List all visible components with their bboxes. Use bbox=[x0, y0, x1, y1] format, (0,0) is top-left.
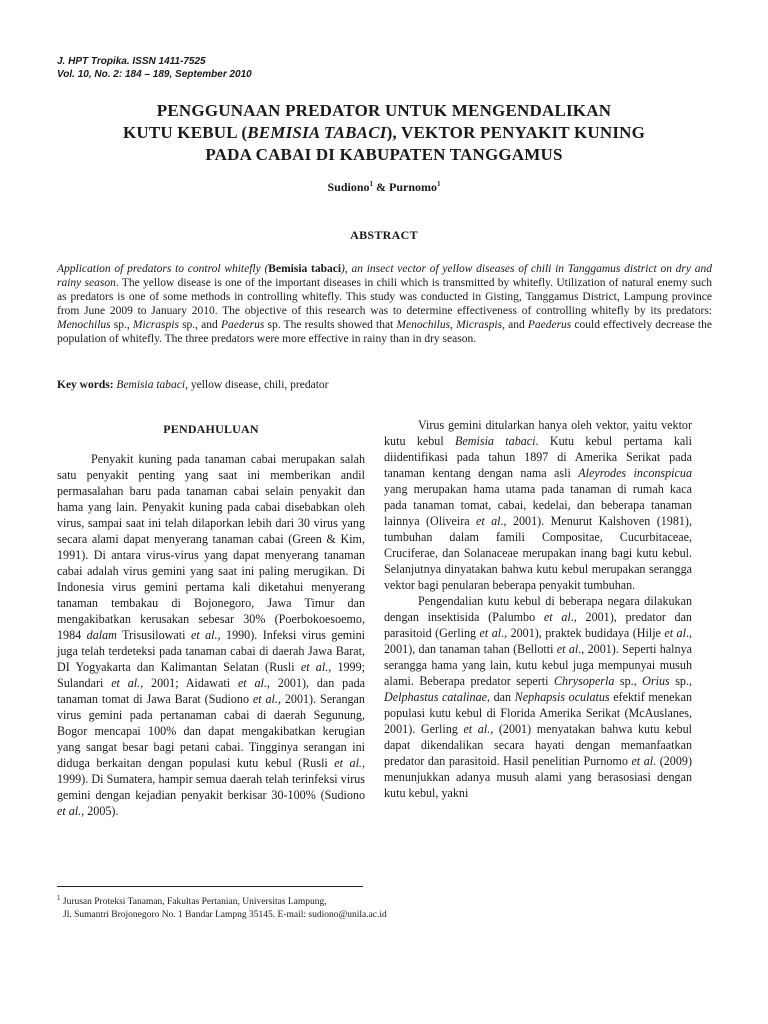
footnote-rule bbox=[57, 886, 363, 887]
text-run: 2005). bbox=[84, 804, 119, 818]
abstract-seg-6: sp., bbox=[110, 319, 133, 331]
text-run: Aleyrodes inconspicua bbox=[578, 466, 692, 480]
text-run: et al bbox=[556, 642, 579, 656]
text-run: et al., bbox=[237, 676, 270, 690]
abstract-seg-3: ), an insect vector of yellow diseases of chili in Tanggamus district on dry and rainy season bbox=[57, 263, 712, 289]
abstract-seg-11: Menochilus, Micraspis, bbox=[396, 319, 505, 331]
title-line-1: PENGGUNAAN PREDATOR UNTUK MENGENDALIKAN bbox=[156, 101, 612, 120]
footnote-affiliation: Jurusan Proteksi Tanaman, Fakultas Pertanian, Universitas Lampung, bbox=[60, 897, 327, 907]
text-run: et al bbox=[476, 514, 501, 528]
author-separator: & bbox=[373, 180, 390, 194]
text-run: et al bbox=[631, 754, 654, 768]
text-run: yang merupakan hama utama pada tanaman di rumah kaca pada tanaman tomat, cabai, kedelai, dan beberapa tanaman lainnya (Oliveira bbox=[384, 482, 692, 528]
author-2: Purnomo bbox=[389, 180, 438, 194]
title-species-name: BEMISIA TABACI bbox=[247, 123, 387, 142]
abstract-seg-1: Application of predators to control whitefly ( bbox=[57, 263, 269, 275]
text-run: sp., bbox=[669, 674, 693, 688]
author-2-affiliation-mark: 1 bbox=[437, 180, 441, 188]
abstract-seg-13: Paederus bbox=[527, 319, 572, 331]
text-run: , 2001; Aidawati bbox=[140, 676, 238, 690]
text-run: et al., bbox=[252, 692, 281, 706]
paper-title bbox=[70, 100, 698, 166]
text-run: et al. bbox=[334, 756, 362, 770]
title-line-2-start: KUTU KEBUL ( bbox=[122, 123, 248, 142]
section-heading-pendahuluan: PENDAHULUAN bbox=[163, 422, 259, 436]
footnote-line-2: Jl. Sumantri Brojonegoro No. 1 Bandar Lampng 35145. E-mail: sudiono@unila.ac.id bbox=[63, 910, 387, 920]
abstract-seg-4: . The yellow disease is one of the important diseases in chili which is transmitted by whitefly. Utilization of natural enemy such as predators is one of some methods in controlling whitefly. This study was conducted in Gisting, Tanggamus District, Lampung province from June 2009 to January 2010. The objective of this research was to determine effectiveness of controlling whitefly by its predators: bbox=[57, 277, 712, 317]
title-line-3: PADA CABAI DI KABUPATEN TANGGAMUS bbox=[205, 145, 563, 164]
text-run: . (2009) menunjukkan adanya musuh alami yang berasosiasi dengan kutu kebul, yakni bbox=[384, 754, 692, 800]
text-run: Orius bbox=[642, 674, 670, 688]
text-run: et al., bbox=[463, 722, 494, 736]
text-run: Virus gemini ditularkan hanya oleh vektor, yaitu vektor kutu kebul bbox=[384, 418, 692, 448]
text-run: et al bbox=[479, 626, 502, 640]
abstract-text bbox=[57, 262, 712, 346]
right-column bbox=[384, 417, 692, 801]
footnote-marker: 1 bbox=[57, 893, 61, 902]
right-paragraph-1 bbox=[384, 417, 692, 593]
text-run: Chrysoperla bbox=[553, 674, 615, 688]
text-run: (2001) menyatakan bahwa kutu kebul dapat dikendalikan secara hayati dengan memanfaatkan predator dan parasitoid. Hasil penelitian Purnomo bbox=[384, 722, 692, 768]
text-run: ., 2001). Seperti halnya serangga hama yang lain, kutu kebul juga mempunyai musuh alami. Beberapa predator seperti bbox=[384, 642, 692, 688]
journal-volume-line: Vol. 10, No. 2: 184 – 189, September 2010 bbox=[57, 69, 252, 80]
abstract-heading: ABSTRACT bbox=[350, 228, 418, 242]
text-run: . Kutu kebul pertama kali diidentifikasi pada tahun 1897 di Amerika Serikat pada tanaman kentang dengan nama asli bbox=[384, 434, 692, 480]
keyword-species: Bemisia tabaci bbox=[116, 379, 186, 391]
abstract-seg-5: Menochilus bbox=[57, 319, 111, 331]
text-run: et al., bbox=[57, 804, 85, 818]
author-1: Sudiono bbox=[327, 180, 370, 194]
author-list bbox=[0, 180, 768, 195]
abstract-seg-12: and bbox=[504, 319, 528, 331]
text-run: et al. bbox=[300, 660, 329, 674]
left-paragraph-1 bbox=[57, 451, 365, 819]
abstract-seg-9: Paederus bbox=[220, 319, 265, 331]
text-run: efektif menekan populasi kutu kebul di Florida Amerika Serikat (McAuslanes, 2001). Gerling bbox=[384, 690, 693, 736]
text-run: Penyakit kuning pada tanaman cabai merupakan salah satu penyakit penting yang saat ini memberikan andil permasalahan baru pada tanaman cabai selain penyakit dan hama yang lain. Penyakit kuning pada cabai disebabkan oleh virus, sampai saat ini telah dilaporkan lebih dari 30 virus yang secara alami dapat menyerang tanaman cabai (Green & Kim, 1991). Di antara virus-virus yang dapat menyerang tanaman cabai adalah virus gemini yang saat ini paling merugikan. Di Indonesia virus gemini pertama kali diketahui menyerang tanaman tembakau di Bojonegoro, Jawa Timur dan mengakibatkan kerusakan sebesar 30% (Poerbokoesoemo, 1984 bbox=[57, 452, 365, 642]
abstract-seg-14: could effectively decrease the population of whitefly. The three predators were more effective in rainy than in dry season. bbox=[57, 319, 712, 345]
right-paragraph-2 bbox=[384, 593, 692, 801]
text-run: , 1990). Infeksi virus gemini juga telah terdeteksi pada tanaman cabai di daerah Jawa Barat, DI Yogyakarta dan Kalimantan Selatan (Rusli bbox=[57, 628, 365, 674]
author-1-affiliation-mark: 1 bbox=[369, 180, 374, 188]
text-run: et al. bbox=[190, 628, 218, 642]
text-run: 2001). Serangan virus gemini pada pertanaman cabai di daerah Segunung, Bogor mencapai 100% dan dapat mengakibatkan kerugian yang sangat besar bagi petani cabai. Tingginya serangan ini diduga berkaitan dengan populasi kutu kebul (Rusli bbox=[57, 692, 365, 770]
text-run: ., 2001), praktek budidaya (Hilje bbox=[501, 626, 665, 640]
title-line-2 bbox=[70, 122, 698, 144]
title-line-2-end: ), VEKTOR PENYAKIT KUNING bbox=[386, 123, 646, 142]
text-run: et al. bbox=[111, 676, 141, 690]
text-run: ., 2001), dan tanaman tahan (Bellotti bbox=[384, 626, 692, 656]
journal-header bbox=[57, 55, 252, 81]
keywords-rest: , yellow disease, chili, predator bbox=[185, 379, 329, 391]
text-run: ., 2001), predator dan parasitoid (Gerling bbox=[384, 610, 692, 640]
footnote bbox=[57, 893, 712, 922]
text-run: , dan bbox=[487, 690, 515, 704]
text-run: ., 2001). Menurut Kalshoven (1981), tumbuhan dalam famili Compositae, Cucurbitaceae, Cruciferae, dan Solanaceae merupakan inang bagi kutu kebul. Selanjutnya dinyatakan bahwa kutu kebul merupakan serangga vektor bagi penularan beberapa penyakit tumbuhan. bbox=[384, 514, 692, 592]
keywords-label: Key words: bbox=[57, 379, 114, 391]
journal-issn-line: J. HPT Tropika. ISSN 1411-7525 bbox=[57, 56, 206, 67]
abstract-seg-2: Bemisia tabaci bbox=[268, 263, 342, 275]
left-column bbox=[57, 417, 365, 819]
text-run: Delphastus catalinae bbox=[384, 690, 488, 704]
abstract-seg-10: sp. The results showed that bbox=[264, 319, 397, 331]
abstract-seg-8: sp., and bbox=[178, 319, 221, 331]
abstract-seg-7: Micraspis bbox=[132, 319, 179, 331]
text-run: 2001), dan pada tanaman tomat di Jawa Barat (Sudiono bbox=[57, 676, 366, 706]
text-run: Nephapsis oculatus bbox=[514, 690, 610, 704]
text-run: , 1999; Sulandari bbox=[57, 660, 365, 690]
text-run: dalam bbox=[86, 628, 117, 642]
text-run: , 1999). Di Sumatera, hampir semua daerah telah terinfeksi virus gemini dengan kejadian penyakit berkisar 30-100% (Sudiono bbox=[57, 756, 365, 802]
footnote-line-1 bbox=[57, 893, 712, 909]
text-run: Pengendalian kutu kebul di beberapa negara dilakukan dengan insektisida (Palumbo bbox=[384, 594, 692, 624]
text-run: Bemisia tabaci bbox=[455, 434, 536, 448]
text-run: sp., bbox=[614, 674, 643, 688]
text-run: et al bbox=[664, 626, 686, 640]
keywords bbox=[57, 378, 712, 392]
text-run: et al bbox=[543, 610, 571, 624]
text-run: Trisusilowati bbox=[116, 628, 191, 642]
